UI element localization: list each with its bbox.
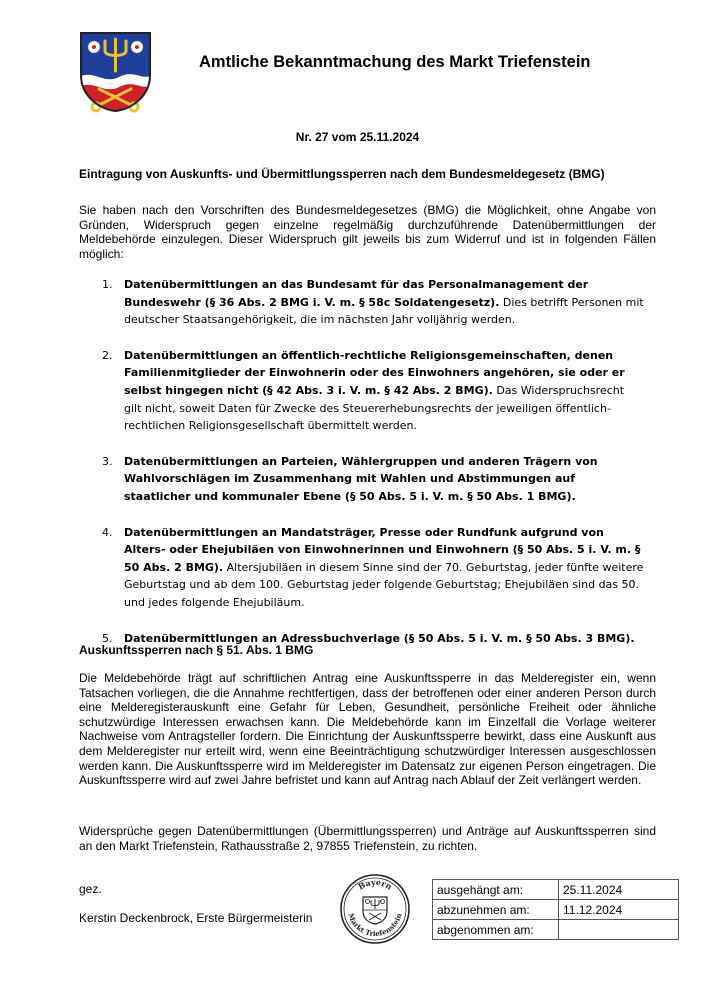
list-item-number: 4.	[102, 525, 113, 539]
subject-heading: Eintragung von Auskunfts- und Übermittlungssperren nach dem Bundesmeldegesetz (BMG)	[79, 167, 605, 181]
svg-text:Markt Triefenstein: Markt Triefenstein	[346, 911, 404, 939]
restriction-list	[0, 276, 715, 665]
list-item-number: 2.	[102, 348, 113, 362]
coat-of-arms-icon	[79, 31, 152, 113]
list-item-bold: Datenübermittlungen an das Bundesamt für das Personalmanagement der Bundeswehr (§ 36 Abs. 2 BMG i. V. m. § 58c Soldatengesetz).	[124, 278, 589, 309]
closing-paragraph: Widersprüche gegen Datenübermittlungen (Übermittlungssperren) und Anträge auf Auskunftssperren sind an den Markt Triefenstein, Rathausstraße 2, 97855 Triefenstein, zu richten.	[79, 824, 656, 853]
list-item-bold: Datenübermittlungen an Adressbuchverlage (§ 50 Abs. 5 i. V. m. § 50 Abs. 3 BMG).	[124, 631, 635, 645]
posting-label: abgenommen am:	[433, 920, 559, 940]
list-item-text: Dies betrifft Personen mit deutscher Staatsangehörigkeit, die im nächsten Jahr volljährig werden.	[124, 295, 644, 327]
list-item-number: 3.	[102, 454, 113, 468]
list-item-bold: Datenübermittlungen an öffentlich-rechtliche Religionsgemeinschaften, denen Familienmitglieder der Einwohnerin oder des Einwohners angehören, sie oder er selbst hingegen nicht (§ 42 Abs. 3 i. V. m. § 42 Abs. 2 BMG).	[124, 348, 625, 397]
list-item-text: Altersjubiläen in diesem Sinne sind der 70. Geburtstag, jeder fünfte weitere Geburtstag und ab dem 100. Geburtstag jeder folgende Geburtstag; Ehejubiläen sind das 50. und jedes folgende Ehejubiläum.	[124, 560, 644, 609]
intro-paragraph: Sie haben nach den Vorschriften des Bundesmeldegesetzes (BMG) die Möglichkeit, ohne Angabe von Gründen, Widerspruch gegen einzelne regelmäßig durchzuführende Datenübermittlungen der Meldebehörde einzulegen. Dieser Widerspruch gilt jeweils bis zum Widerruf und ist in folgenden Fällen möglich:	[79, 203, 656, 261]
list-item-text: Das Widerspruchsrecht gilt nicht, soweit Daten für Zwecke des Steuererhebungsrechts der jeweiligen öffentlich-rechtlichen Religionsgesellschaft übermittelt werden.	[124, 383, 625, 433]
page-title: Amtliche Bekanntmachung des Markt Triefenstein	[199, 53, 591, 71]
section-paragraph: Die Meldebehörde trägt auf schriftlichen Antrag eine Auskunftssperre in das Melderegister ein, wenn Tatsachen vorliegen, die die Annahme rechtfertigen, dass der betroffenen oder einer anderen Person durch eine Melderegisterauskunft eine Gefahr für Leben, Gesundheit, persönliche Freiheit oder ähnliche schutzwürdige Interessen erwachsen kann. Die Meldebehörde kann im Einzelfall die Vorlage weiterer Nachweise vom Antragsteller fordern. Die Einrichtung der Auskunftssperre bewirkt, dass eine Auskunft aus dem Melderegister nur erteilt wird, wenn eine Beeinträchtigung schutzwürdiger Interessen ausgeschlossen werden kann. Die Auskunftssperre wird im Melderegister im Datensatz zur eigenen Person eingetragen. Die Auskunftssperre wird auf zwei Jahre befristet und kann auf Antrag nach Ablauf der Zeit verlängert werden.	[79, 671, 656, 788]
signer-name: Kerstin Deckenbrock, Erste Bürgermeisterin	[79, 911, 313, 925]
table-row	[433, 920, 679, 940]
posting-value: 25.11.2024	[559, 880, 679, 900]
list-item-bold: Datenübermittlungen an Mandatsträger, Presse oder Rundfunk aufgrund von Alters- oder Ehejubiläen von Einwohnerinnen und Einwohnern (§ 50 Abs. 5 i. V. m. § 50 Abs. 2 BMG).	[124, 525, 641, 574]
issue-number: Nr. 27 vom 25.11.2024	[295, 130, 420, 144]
list-item-number: 5.	[102, 631, 113, 645]
posting-label: abzunehmen am:	[433, 900, 559, 920]
list-item	[0, 524, 644, 612]
signed-marker: gez.	[79, 882, 102, 896]
table-row	[433, 880, 679, 900]
posting-value: 11.12.2024	[559, 900, 679, 920]
list-item	[0, 276, 644, 329]
posting-dates-table	[432, 879, 679, 940]
list-item	[0, 347, 644, 435]
svg-text:Bayern: Bayern	[356, 876, 394, 892]
list-item	[0, 453, 644, 506]
posting-value	[559, 920, 679, 940]
list-item-number: 1.	[102, 278, 113, 291]
municipal-seal-icon	[339, 873, 411, 945]
table-row	[433, 900, 679, 920]
posting-label: ausgehängt am:	[433, 880, 559, 900]
list-item-bold: Datenübermittlungen an Parteien, Wählergruppen und anderen Trägern von Wahlvorschlägen im Zusammenhang mit Wahlen und Abstimmungen auf staatlicher und kommunaler Ebene (§ 50 Abs. 5 i. V. m. § 50 Abs. 1 BMG).	[124, 454, 598, 503]
section-heading: Auskunftssperren nach § 51. Abs. 1 BMG	[79, 643, 314, 657]
